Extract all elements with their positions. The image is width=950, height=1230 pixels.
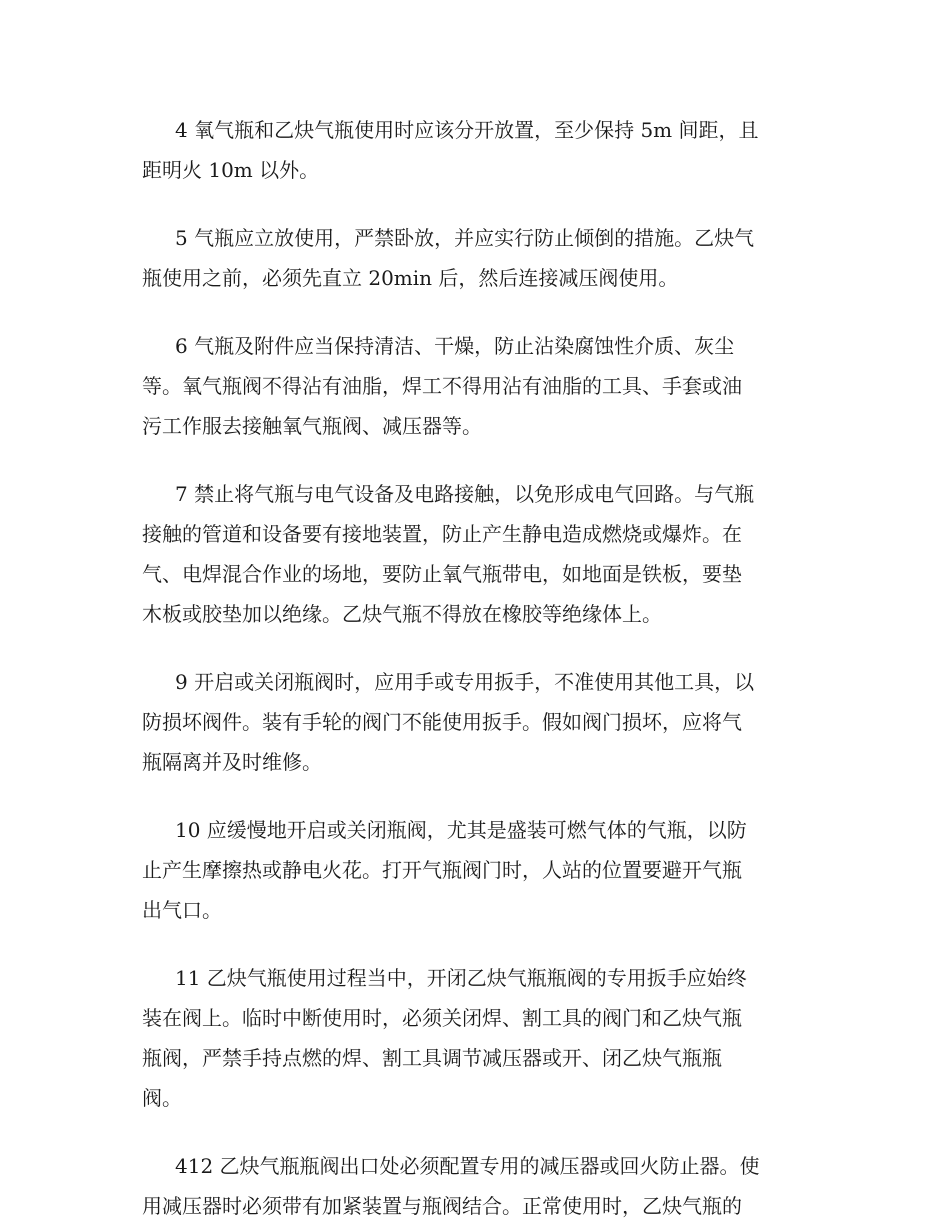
- paragraph: [142, 810, 814, 930]
- document-body: [142, 110, 814, 1226]
- paragraph: [142, 110, 814, 190]
- paragraph-line: 瓶阀，严禁手持点燃的焊、割工具调节减压器或开、闭乙炔气瓶瓶: [142, 1046, 722, 1070]
- paragraph-line: 接触的管道和设备要有接地装置，防止产生静电造成燃烧或爆炸。在: [142, 522, 742, 546]
- paragraph-line: 装在阀上。临时中断使用时，必须关闭焊、割工具的阀门和乙炔气瓶: [142, 1006, 742, 1030]
- paragraph: [142, 218, 814, 298]
- paragraph-line: 412 乙炔气瓶瓶阀出口处必须配置专用的减压器或回火防止器。使: [175, 1154, 760, 1178]
- paragraph-line: 10 应缓慢地开启或关闭瓶阀，尤其是盛装可燃气体的气瓶，以防: [175, 818, 747, 842]
- paragraph: [142, 1146, 814, 1226]
- paragraph-line: 瓶使用之前，必须先直立 20min 后，然后连接减压阀使用。: [142, 266, 679, 290]
- paragraph-line: 污工作服去接触氧气瓶阀、减压器等。: [142, 414, 482, 438]
- paragraph-line: 木板或胶垫加以绝缘。乙炔气瓶不得放在橡胶等绝缘体上。: [142, 602, 662, 626]
- paragraph-line: 防损坏阀件。装有手轮的阀门不能使用扳手。假如阀门损坏，应将气: [142, 710, 742, 734]
- paragraph: [142, 326, 814, 446]
- paragraph: [142, 958, 814, 1118]
- paragraph-line: 7 禁止将气瓶与电气设备及电路接触，以免形成电气回路。与气瓶: [175, 482, 755, 506]
- paragraph-line: 阀。: [142, 1086, 182, 1110]
- paragraph-line: 11 乙炔气瓶使用过程当中，开闭乙炔气瓶瓶阀的专用扳手应始终: [175, 966, 747, 990]
- paragraph-line: 4 氧气瓶和乙炔气瓶使用时应该分开放置，至少保持 5m 间距，且: [175, 118, 759, 142]
- paragraph-line: 等。氧气瓶阀不得沾有油脂，焊工不得用沾有油脂的工具、手套或油: [142, 374, 742, 398]
- paragraph-line: 6 气瓶及附件应当保持清洁、干燥，防止沾染腐蚀性介质、灰尘: [175, 334, 735, 358]
- paragraph-line: 出气口。: [142, 898, 222, 922]
- paragraph-line: 气、电焊混合作业的场地，要防止氧气瓶带电，如地面是铁板，要垫: [142, 562, 742, 586]
- paragraph-line: 止产生摩擦热或静电火花。打开气瓶阀门时，人站的位置要避开气瓶: [142, 858, 742, 882]
- paragraph: [142, 474, 814, 634]
- paragraph-line: 5 气瓶应立放使用，严禁卧放，并应实行防止倾倒的措施。乙炔气: [175, 226, 755, 250]
- paragraph-line: 瓶隔离并及时维修。: [142, 750, 322, 774]
- paragraph-line: 9 开启或关闭瓶阀时，应用手或专用扳手，不准使用其他工具，以: [175, 670, 755, 694]
- paragraph-line: 距明火 10m 以外。: [142, 158, 320, 182]
- paragraph-line: 用减压器时必须带有加紧装置与瓶阀结合。正常使用时，乙炔气瓶的: [142, 1194, 742, 1218]
- paragraph: [142, 662, 814, 782]
